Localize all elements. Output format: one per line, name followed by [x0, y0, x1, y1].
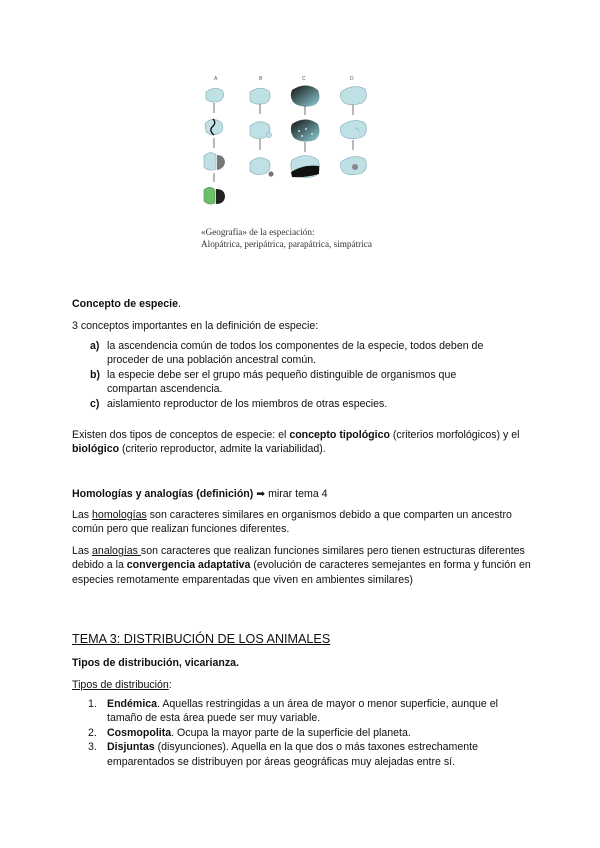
homology-heading: [72, 487, 532, 501]
text-run: (criterio reproductor, admite la variabilidad).: [119, 443, 326, 456]
list-marker: 2.: [88, 726, 97, 739]
text-run: (criterios morfológicos) y el: [389, 429, 520, 441]
list-text: (disyunciones). Aquella en la que dos o más taxones estrechamente emparentados se distribuyen por áreas geográficas muy alejadas entre sí.: [107, 741, 478, 768]
text-run: (evolución de caracteres semejantes en forma y función en especies remotamente emparentadas que viven en ambientes similares): [72, 559, 531, 586]
list-text: . Aquellas restringidas a un área de mayor o menor superficie, aunque el tamaño de esta área puede ser muy variable.: [107, 698, 499, 725]
term-biological: biológico: [72, 443, 120, 456]
caption-line-2: Alopátrica, peripátrica, parapátrica, simpátrica: [201, 239, 372, 249]
term-analogies: analogías: [92, 545, 141, 557]
list-text: la ascendencia común de todos los componentes de la especie, todos deben de proceder de una población ancestral común.: [107, 340, 484, 367]
species-concept-intro: 3 conceptos importantes en la definición de especie:: [72, 320, 319, 332]
distribution-types-list: [72, 697, 532, 769]
species-concept-list: [72, 339, 504, 411]
column-a-allopatric: [204, 88, 225, 204]
text-run: Existen dos tipos de conceptos de especie: el: [72, 429, 290, 441]
distribution-types-label: [72, 678, 532, 692]
text-run: son caracteres que realizan funciones similares pero tienen estructuras diferentes debido a la: [72, 545, 525, 572]
figure-caption: [201, 226, 372, 250]
column-d-sympatric: [340, 87, 366, 175]
term-cosmopolitan: Cosmopolita: [107, 726, 172, 739]
term-endemic: Endémica: [107, 698, 158, 710]
list-text: . Ocupa la mayor parte de la superficie del planeta.: [171, 726, 411, 739]
list-text: la especie debe ser el grupo más pequeño distinguible de organismos que compartan ascendencia.: [107, 368, 457, 396]
heading-punct: .: [177, 298, 181, 310]
heading-suffix: mirar tema 4: [265, 488, 328, 500]
list-item: [72, 339, 504, 368]
list-marker: a): [90, 340, 100, 352]
speciation-diagram: [198, 72, 398, 232]
list-item: [72, 740, 532, 769]
list-item: [72, 397, 504, 411]
tema3-title: TEMA 3: DISTRIBUCIÓN DE LOS ANIMALES: [72, 632, 331, 646]
list-item: [72, 726, 532, 740]
tema3-subheading: Tipos de distribución, vicarianza.: [72, 657, 239, 669]
term-homologies: homologías: [92, 509, 147, 521]
caption-line-1: «Geografía» de la especiación:: [201, 227, 315, 237]
list-text: aislamiento reproductor de los miembros de otras especies.: [107, 397, 388, 410]
list-marker: c): [90, 397, 100, 410]
list-marker: b): [90, 368, 100, 381]
term-disjunct: Disjuntas: [107, 741, 155, 754]
column-label-c: C: [302, 76, 306, 82]
label-colon: :: [168, 679, 172, 691]
heading-text: Homologías y analogías (definición): [72, 488, 254, 500]
column-b-peripatric: [250, 88, 274, 176]
species-types-paragraph: [72, 428, 532, 457]
analogy-paragraph: [72, 544, 532, 587]
list-marker: 3.: [88, 741, 97, 754]
text-run: Las: [72, 509, 93, 521]
term-typological: concepto tipológico: [289, 429, 390, 441]
homology-paragraph: [72, 508, 532, 537]
list-item: [72, 697, 532, 726]
column-c-parapatric: [291, 86, 320, 178]
column-label-b: B: [259, 76, 263, 82]
column-label-d: D: [350, 76, 354, 82]
text-run: son caracteres similares en organismos debido a que comparten un ancestro común pero que realizan funciones diferentes.: [72, 509, 512, 536]
species-concept-heading: [72, 297, 532, 311]
arrow-icon: ➡: [256, 488, 266, 500]
label-text: Tipos de distribución: [72, 679, 169, 691]
list-marker: 1.: [88, 698, 97, 710]
term-convergence: convergencia adaptativa: [126, 559, 251, 572]
text-run: Las: [72, 545, 93, 557]
column-label-a: A: [214, 76, 218, 82]
heading-text: Concepto de especie: [72, 298, 178, 310]
list-item: [72, 368, 504, 397]
